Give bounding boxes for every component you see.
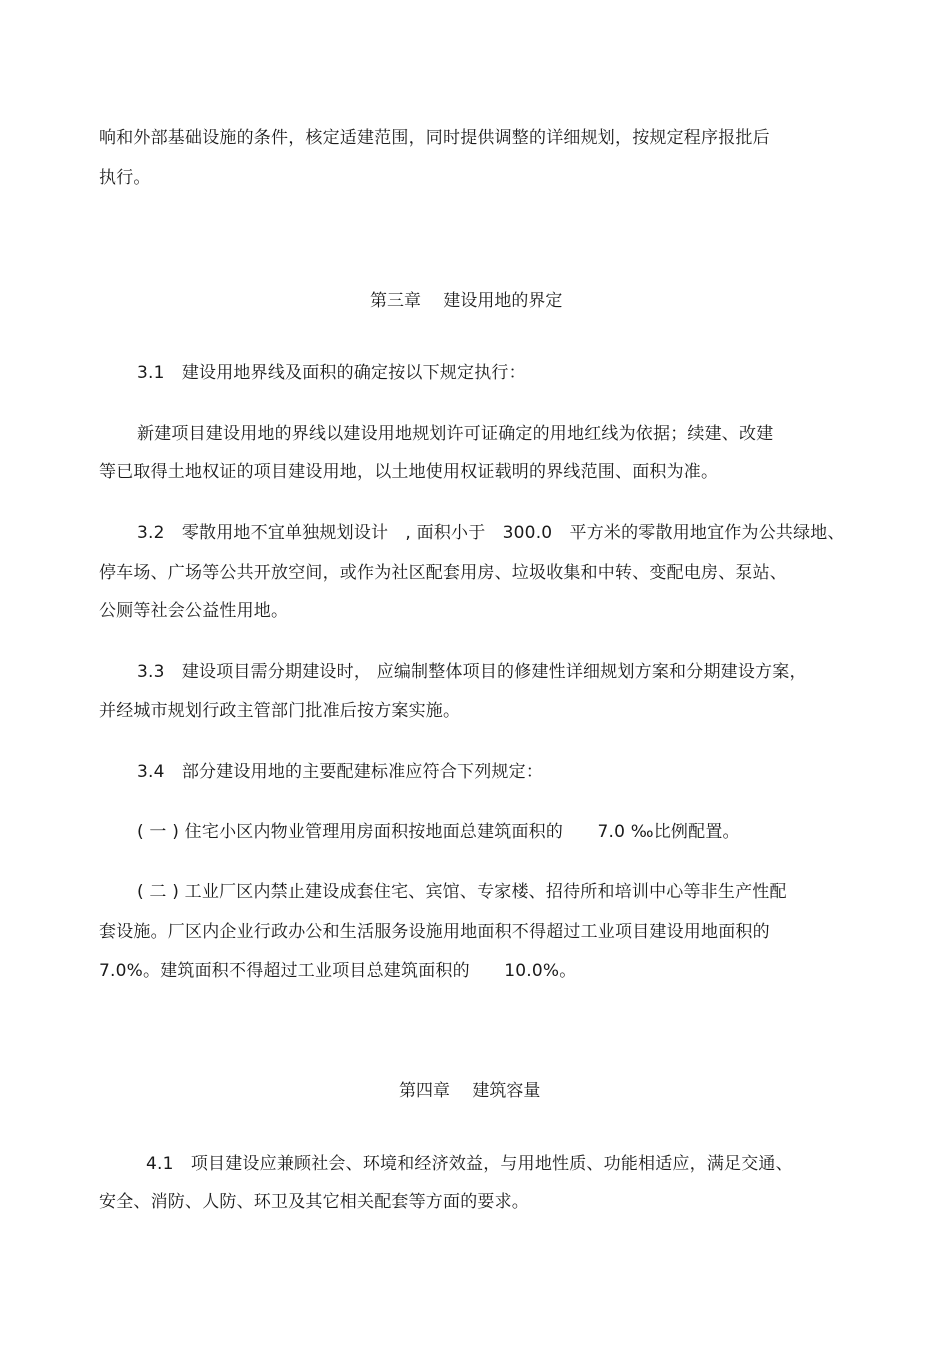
item-2-line-3: 7.0%。建筑面积不得超过工业项目总建筑面积的 10.0%。 bbox=[99, 961, 577, 981]
section-3-2-line-3: 公厕等社会公益性用地。 bbox=[99, 601, 289, 621]
section-4-1-line-1: 4.1 项目建设应兼顾社会、环境和经济效益，与用地性质、功能相适应，满足交通、 bbox=[146, 1154, 793, 1174]
section-3-4-heading: 3.4 部分建设用地的主要配建标准应符合下列规定： bbox=[137, 762, 544, 782]
chapter-4-title: 第四章 建筑容量 bbox=[399, 1081, 541, 1101]
intro-line-2: 执行。 bbox=[99, 168, 151, 188]
section-4-1-line-2: 安全、消防、人防、环卫及其它相关配套等方面的要求。 bbox=[99, 1192, 529, 1212]
section-3-3-line-1: 3.3 建设项目需分期建设时， 应编制整体项目的修建性详细规划方案和分期建设方案， bbox=[137, 662, 807, 682]
section-3-3-line-2: 并经城市规划行政主管部门批准后按方案实施。 bbox=[99, 701, 461, 721]
item-1-line-1: ( 一 ) 住宅小区内物业管理用房面积按地面总建筑面积的 7.0 ‰比例配置。 bbox=[137, 822, 740, 842]
item-2-line-2: 套设施。厂区内企业行政办公和生活服务设施用地面积不得超过工业项目建设用地面积的 bbox=[99, 922, 770, 942]
section-3-2-line-1: 3.2 零散用地不宜单独规划设计 , 面积小于 300.0 平方米的零散用地宜作为公共绿地、 bbox=[137, 523, 845, 543]
section-3-1-body-line-1: 新建项目建设用地的界线以建设用地规划许可证确定的用地红线为依据；续建、改建 bbox=[137, 424, 774, 444]
item-2-line-1: ( 二 ) 工业厂区内禁止建设成套住宅、宾馆、专家楼、招待所和培训中心等非生产性配 bbox=[137, 882, 787, 902]
section-3-1-heading: 3.1 建设用地界线及面积的确定按以下规定执行： bbox=[137, 363, 526, 383]
chapter-3-title: 第三章 建设用地的界定 bbox=[370, 291, 563, 311]
intro-line-1: 响和外部基础设施的条件，核定适建范围，同时提供调整的详细规划，按规定程序报批后 bbox=[99, 128, 770, 148]
section-3-2-line-2: 停车场、广场等公共开放空间，或作为社区配套用房、垃圾收集和中转、变配电房、泵站、 bbox=[99, 563, 787, 583]
section-3-1-body-line-2: 等已取得土地权证的项目建设用地，以土地使用权证载明的界线范围、面积为准。 bbox=[99, 462, 719, 482]
